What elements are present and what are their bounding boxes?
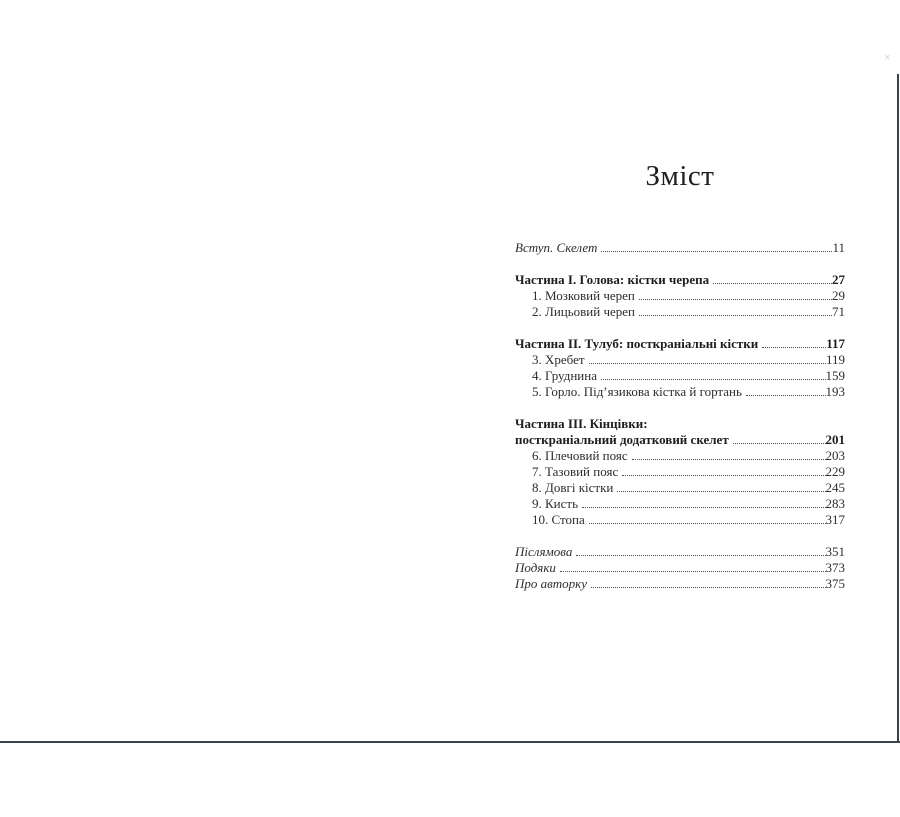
- dot-leader: [639, 299, 832, 300]
- toc-entry: [515, 448, 845, 464]
- toc-entry-page-number: 375: [825, 576, 845, 591]
- toc-entry-label: Частина II. Тулуб: посткраніальні кістки: [515, 336, 759, 351]
- toc-entry-label: Післямова: [515, 544, 573, 559]
- toc-entry-page-number: 159: [825, 368, 845, 383]
- toc-entry-page-number: 193: [825, 384, 845, 399]
- toc-entry-page-number: 283: [825, 496, 845, 511]
- toc-entry-page-number: 27: [832, 272, 845, 287]
- toc-entry-label: Вступ. Скелет: [515, 240, 598, 255]
- toc-entry-label: Частина III. Кінцівки:: [515, 416, 648, 431]
- toc-entry-label: посткраніальний додатковий скелет: [515, 432, 729, 447]
- toc-entry: [515, 240, 845, 256]
- dot-leader: [713, 283, 832, 284]
- page-edge-right-line: [897, 74, 899, 743]
- dot-leader: [733, 443, 826, 444]
- toc-entry-page-number: 117: [826, 336, 845, 351]
- dot-leader: [639, 315, 832, 316]
- toc-entry: [515, 544, 845, 560]
- toc-entry: [515, 384, 845, 400]
- dot-leader: [589, 523, 826, 524]
- toc-entry: [515, 576, 845, 592]
- toc-entry: [515, 432, 845, 448]
- toc-entry-page-number: 201: [825, 432, 845, 447]
- toc-entry: [515, 416, 845, 432]
- toc-entry-label: 4. Груднина: [532, 368, 597, 383]
- toc-entry-label: 6. Плечовий пояс: [532, 448, 628, 463]
- table-of-contents: [515, 240, 845, 608]
- dot-leader: [560, 571, 826, 572]
- dot-leader: [622, 475, 825, 476]
- toc-entry-label: 5. Горло. Під’язикова кістка й гортань: [532, 384, 742, 399]
- toc-entry: [515, 480, 845, 496]
- toc-entry-page-number: 203: [825, 448, 845, 463]
- toc-entry-label: 8. Довгі кістки: [532, 480, 614, 495]
- dot-leader: [582, 507, 825, 508]
- dot-leader: [632, 459, 826, 460]
- dot-leader: [576, 555, 825, 556]
- toc-entry-page-number: 229: [825, 464, 845, 479]
- toc-entry-label: 2. Лицьовий череп: [532, 304, 635, 319]
- toc-group: [515, 240, 845, 256]
- toc-entry-label: Частина I. Голова: кістки черепа: [515, 272, 710, 287]
- toc-group: [515, 272, 845, 320]
- dot-leader: [617, 491, 825, 492]
- toc-entry: [515, 368, 845, 384]
- toc-entry-label: Про авторку: [515, 576, 588, 591]
- watermark-x-mark: ×: [884, 52, 891, 64]
- toc-entry-label: 9. Кисть: [532, 496, 579, 511]
- toc-entry: [515, 352, 845, 368]
- dot-leader: [601, 379, 826, 380]
- toc-group: [515, 416, 845, 528]
- toc-entry-label: 1. Мозковий череп: [532, 288, 635, 303]
- page-title: Зміст: [645, 160, 715, 192]
- dot-leader: [746, 395, 826, 396]
- toc-entry-page-number: 317: [825, 512, 845, 527]
- toc-entry: [515, 560, 845, 576]
- dot-leader: [591, 587, 825, 588]
- toc-entry-label: 7. Тазовий пояс: [532, 464, 619, 479]
- dot-leader: [762, 347, 826, 348]
- toc-group: [515, 544, 845, 592]
- dot-leader: [601, 251, 832, 252]
- toc-entry-page-number: 373: [825, 560, 845, 575]
- toc-entry-page-number: 119: [825, 352, 845, 367]
- toc-entry-page-number: 29: [832, 288, 845, 303]
- toc-entry: [515, 496, 845, 512]
- toc-entry-page-number: 351: [825, 544, 845, 559]
- toc-entry-page-number: 245: [825, 480, 845, 495]
- toc-entry-label: 10. Стопа: [532, 512, 585, 527]
- toc-entry-label: 3. Хребет: [532, 352, 585, 367]
- toc-entry: [515, 512, 845, 528]
- toc-group: [515, 336, 845, 400]
- toc-entry: [515, 288, 845, 304]
- toc-entry: [515, 336, 845, 352]
- toc-entry: [515, 464, 845, 480]
- page-edge-bottom-line: [0, 741, 900, 743]
- dot-leader: [589, 363, 826, 364]
- toc-entry-page-number: 71: [832, 304, 845, 319]
- toc-entry: [515, 304, 845, 320]
- toc-entry: [515, 272, 845, 288]
- toc-entry-page-number: 11: [832, 240, 845, 255]
- toc-entry-label: Подяки: [515, 560, 556, 575]
